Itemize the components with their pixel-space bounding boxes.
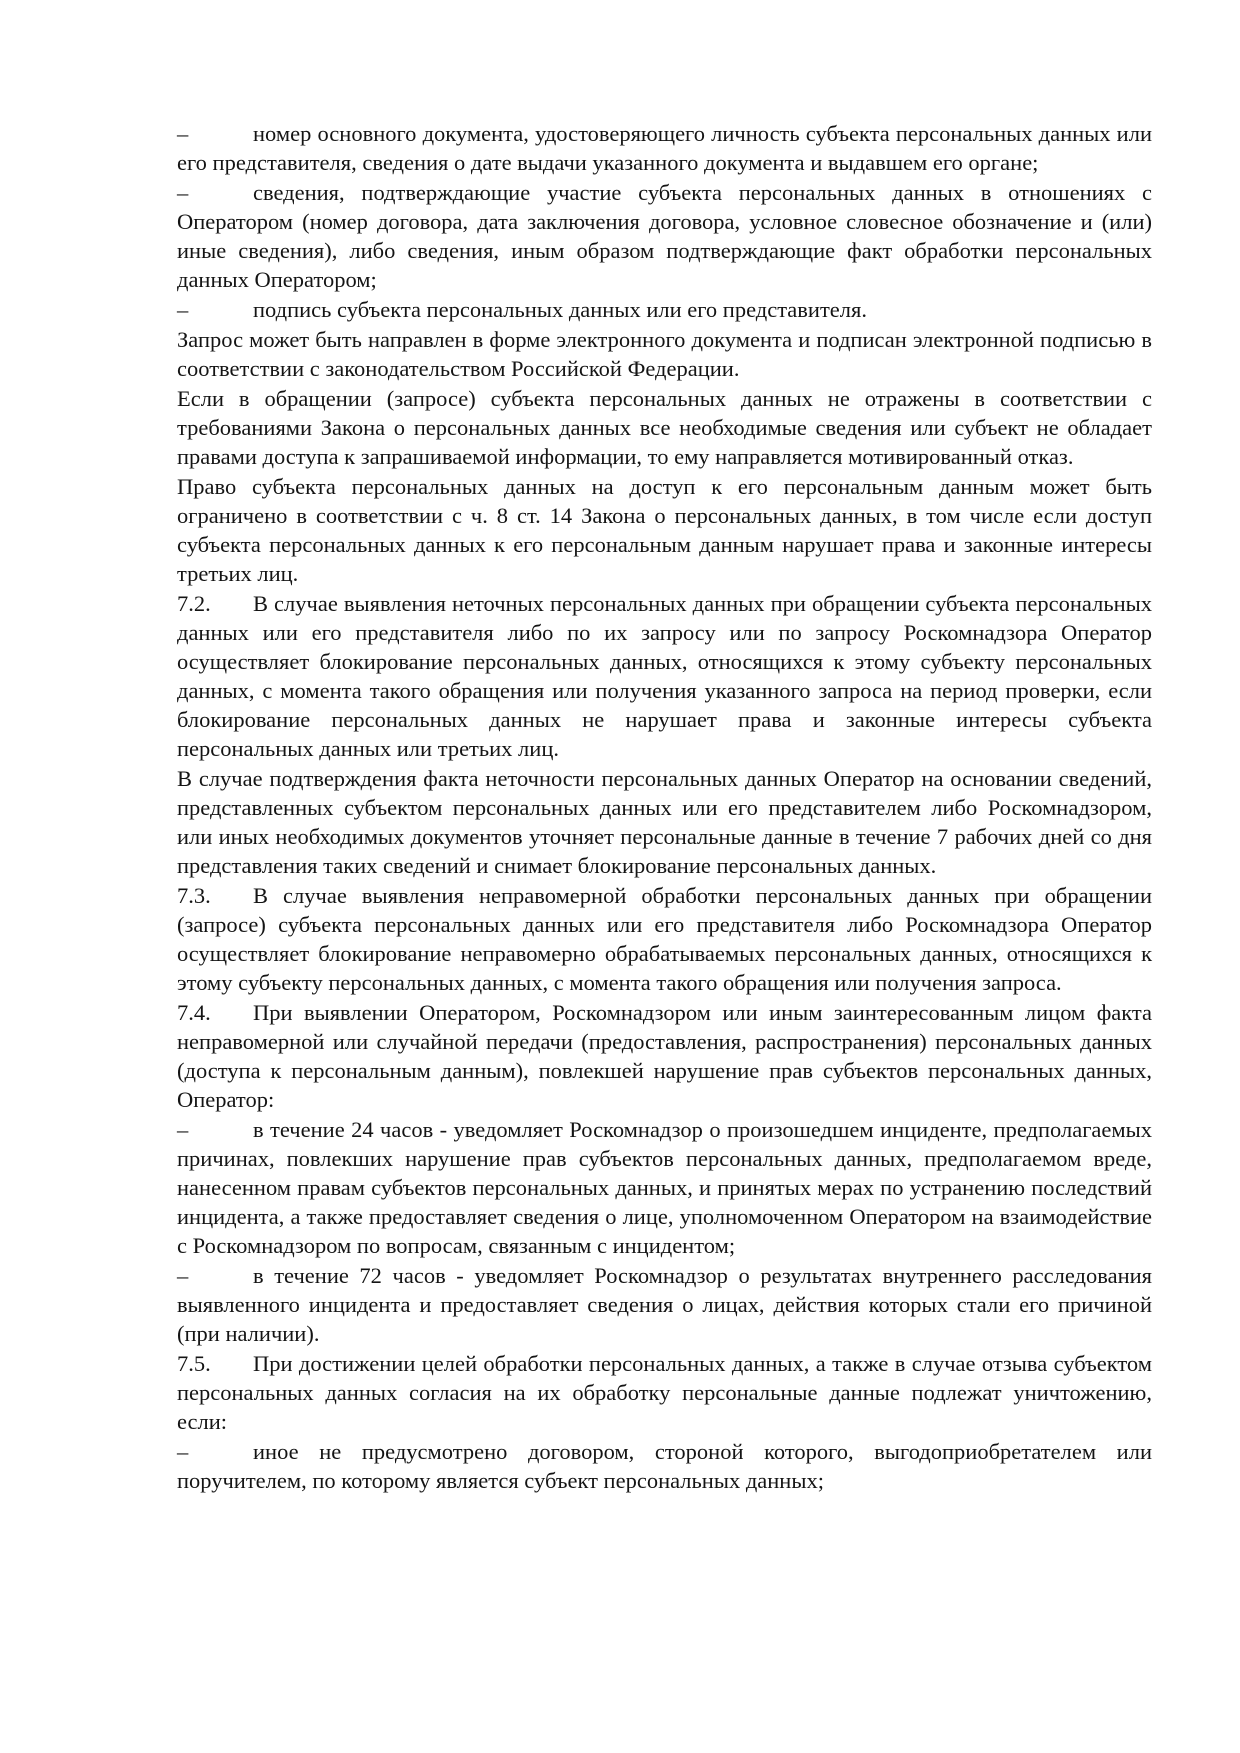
clause-number: 7.2. [177,591,211,616]
numbered-clause [177,998,1152,1114]
dash-marker: – [177,180,189,205]
bullet-paragraph [177,178,1152,294]
dash-marker: – [177,297,189,322]
numbered-clause [177,1349,1152,1436]
dash-marker: – [177,121,189,146]
body-paragraph: В случае подтверждения факта неточности персональных данных Оператор на основании сведений, представленных субъектом персональных данных или его представителем либо Роскомнадзором, или иных необходимых документов уточняет персональные данные в течение 7 рабочих дней со дня представления таких сведений и снимает блокирование персональных данных. [177,766,1152,878]
paragraph-text: сведения, подтверждающие участие субъекта персональных данных в отношениях с Оператором (номер договора, дата заключения договора, условное словесное обозначение и (или) иные сведения), либо сведения, иным образом подтверждающие факт обработки персональных данных Оператором; [177,180,1152,292]
paragraph-text: При выявлении Оператором, Роскомнадзором или иным заинтересованным лицом факта неправомерной или случайной передачи (предоставления, распространения) персональных данных (доступа к персональным данным), повлекшей нарушение прав субъектов персональных данных, Оператор: [177,1000,1152,1112]
paragraph-text: иное не предусмотрено договором, стороной которого, выгодоприобретателем или поручителем, по которому является субъект персональных данных; [177,1439,1152,1493]
body-paragraph: Право субъекта персональных данных на доступ к его персональным данным может быть ограничено в соответствии с ч. 8 ст. 14 Закона о персональных данных, в том числе если доступ субъекта персональных данных к его персональным данным нарушает права и законные интересы третьих лиц. [177,474,1152,586]
bullet-paragraph [177,295,1152,324]
paragraph-text: подпись субъекта персональных данных или его представителя. [253,297,867,322]
document-page [177,119,1152,1496]
bullet-paragraph [177,1437,1152,1495]
dash-marker: – [177,1117,189,1142]
dash-marker: – [177,1263,189,1288]
paragraph-text: В случае выявления неправомерной обработки персональных данных при обращении (запросе) субъекта персональных данных или его представителя либо Роскомнадзора Оператор осуществляет блокирование неправомерно обрабатываемых персональных данных, относящихся к этому субъекту персональных данных, с момента такого обращения или получения запроса. [177,883,1152,995]
numbered-clause [177,881,1152,997]
paragraph-text: В случае выявления неточных персональных данных при обращении субъекта персональных данных или его представителя либо по их запросу или по запросу Роскомнадзора Оператор осуществляет блокирование персональных данных, относящихся к этому субъекту персональных данных, с момента такого обращения или получения указанного запроса на период проверки, если блокирование персональных данных не нарушает права и законные интересы субъекта персональных данных или третьих лиц. [177,591,1152,761]
body-paragraph: Запрос может быть направлен в форме электронного документа и подписан электронной подписью в соответствии с законодательством Российской Федерации. [177,327,1152,381]
paragraph-text: в течение 72 часов - уведомляет Роскомнадзор о результатах внутреннего расследования выявленного инцидента и предоставляет сведения о лицах, действия которых стали его причиной (при наличии). [177,1263,1152,1346]
paragraph-text: в течение 24 часов - уведомляет Роскомнадзор о произошедшем инциденте, предполагаемых причинах, повлекших нарушение прав субъектов персональных данных, предполагаемом вреде, нанесенном правам субъектов персональных данных, и принятых мерах по устранению последствий инцидента, а также предоставляет сведения о лице, уполномоченном Оператором на взаимодействие с Роскомнадзором по вопросам, связанным с инцидентом; [177,1117,1152,1258]
clause-number: 7.3. [177,883,211,908]
clause-number: 7.5. [177,1351,211,1376]
dash-marker: – [177,1439,189,1464]
clause-number: 7.4. [177,1000,211,1025]
paragraph-text: При достижении целей обработки персональных данных, а также в случае отзыва субъектом персональных данных согласия на их обработку персональные данные подлежат уничтожению, если: [177,1351,1152,1434]
bullet-paragraph [177,1115,1152,1260]
body-paragraph: Если в обращении (запросе) субъекта персональных данных не отражены в соответствии с требованиями Закона о персональных данных все необходимые сведения или субъект не обладает правами доступа к запрашиваемой информации, то ему направляется мотивированный отказ. [177,386,1152,469]
paragraph-text: номер основного документа, удостоверяющего личность субъекта персональных данных или его представителя, сведения о дате выдачи указанного документа и выдавшем его органе; [177,121,1152,175]
bullet-paragraph [177,1261,1152,1348]
bullet-paragraph [177,119,1152,177]
numbered-clause [177,589,1152,763]
